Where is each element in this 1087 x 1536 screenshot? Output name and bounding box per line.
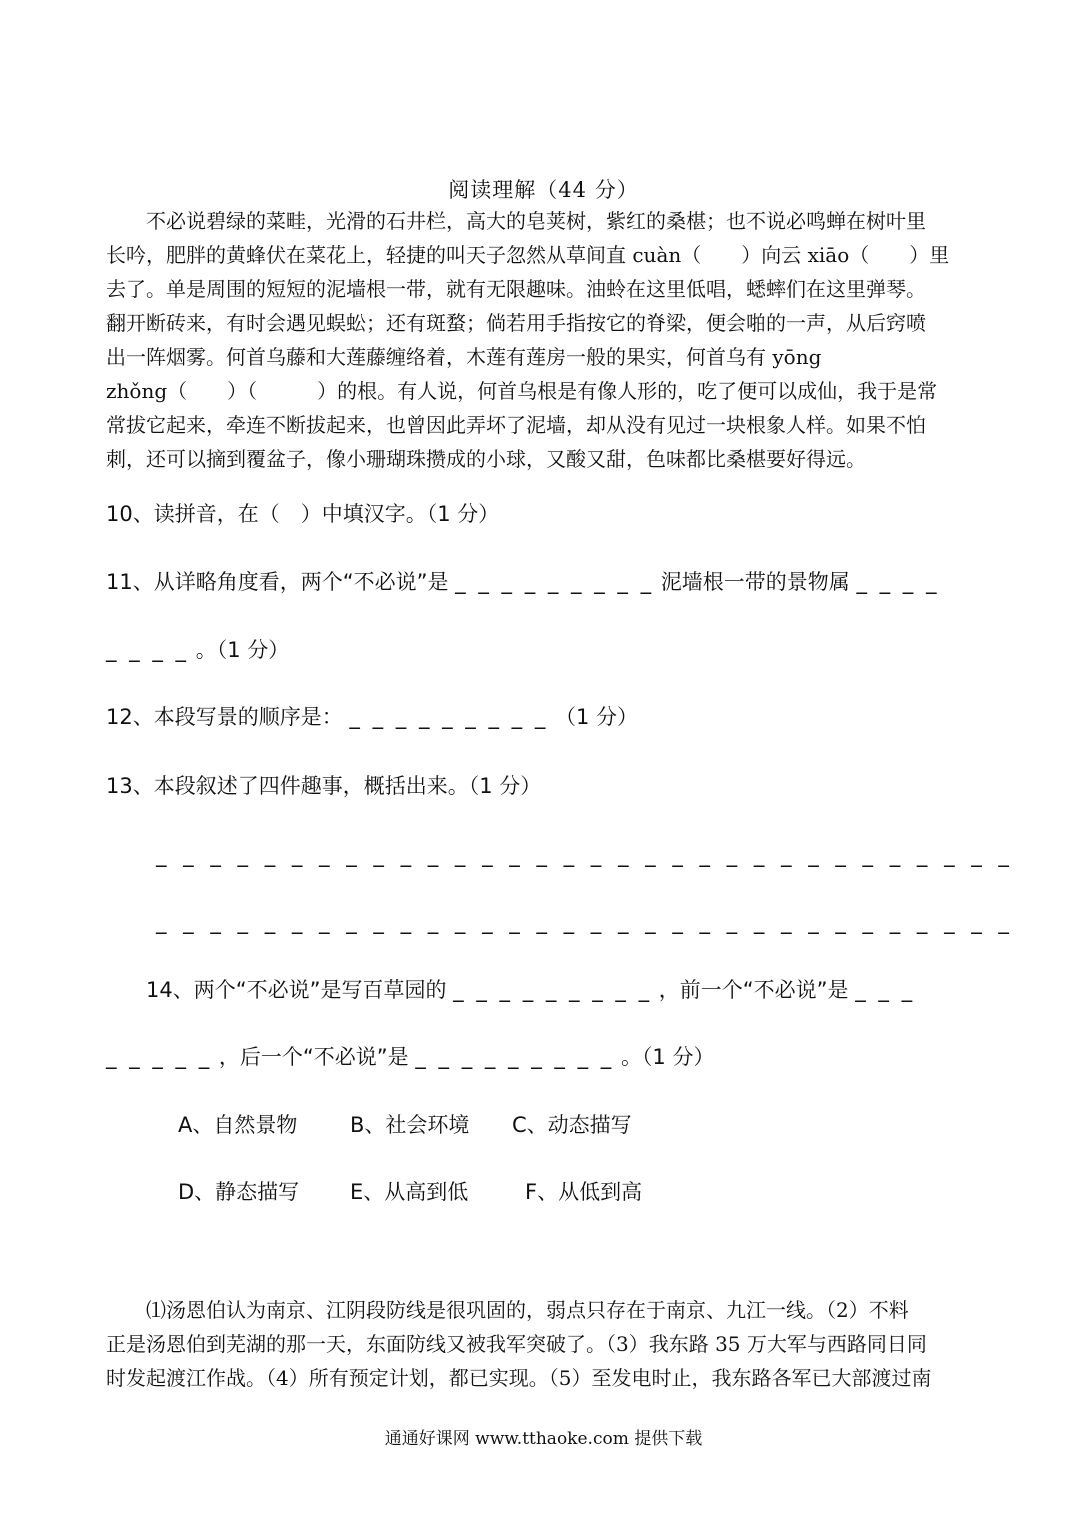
question-12: [106, 701, 638, 731]
option-d: D、静态描写: [178, 1180, 300, 1204]
question-10: 10、读拼音，在（ ）中填汉字。（1 分）: [106, 502, 500, 526]
question-11-text-2: 泥墙根一带的景物属: [660, 570, 850, 594]
question-11-line-2: [106, 634, 289, 664]
question-13: 13、本段叙述了四件趣事，概括出来。（1 分）: [106, 774, 542, 798]
answer-blank[interactable]: _ _ _ _ _ _ _ _ _: [415, 1045, 615, 1069]
answer-blank[interactable]: _ _ _: [855, 978, 916, 1002]
question-14-text: 14、两个“不必说”是写百草园的: [146, 978, 447, 1002]
passage-line: 时发起渡江作战。（4）所有预定计划，都已实现。（5）至发电时止，我东路各军已大部渡过南: [106, 1366, 932, 1390]
question-12-text: 12、本段写景的顺序是：: [106, 705, 343, 729]
passage-line: 不必说碧绿的菜畦，光滑的石井栏，高大的皂荚树，紫红的桑椹；也不说必鸣蝉在树叶里: [106, 209, 926, 233]
passage-line: 刺，还可以摘到覆盆子，像小珊瑚珠攒成的小球，又酸又甜，色味都比桑椹要好得远。: [106, 447, 866, 471]
passage-line: 翻开断砖来，有时会遇见蜈蚣；还有斑蝥；倘若用手指按它的脊梁，便会啪的一声，从后窍喷: [106, 311, 926, 335]
option-b: B、社会环境: [350, 1113, 470, 1137]
passage-line: 去了。单是周围的短短的泥墙根一带，就有无限趣味。油蛉在这里低唱，蟋蟀们在这里弹琴。: [106, 277, 926, 301]
score-label: 。（1 分）: [620, 1045, 715, 1069]
question-14-text-3: ，后一个“不必说”是: [218, 1045, 409, 1069]
question-14: [146, 974, 915, 1004]
option-f: F、从低到高: [525, 1180, 643, 1204]
passage-line: 长吟，肥胖的黄蜂伏在菜花上，轻捷的叫天子忽然从草间直 cuàn（ ）向云 xiāo（ ）里: [106, 243, 950, 267]
option-e: E、从高到低: [350, 1180, 469, 1204]
score-label: （1 分）: [555, 705, 639, 729]
question-14-text-2: ，前一个“不必说”是: [658, 978, 849, 1002]
option-a: A、自然景物: [178, 1113, 298, 1137]
passage-line: zhǒng（ ）（ ）的根。有人说，何首乌根是有像人形的，吃了便可以成仙，我于是常: [106, 379, 938, 403]
download-footer: 通通好课网 www.tthaoke.com 提供下载: [384, 1429, 703, 1449]
answer-blank[interactable]: _ _ _ _ _: [106, 1045, 213, 1069]
answer-line[interactable]: _ _ _ _ _ _ _ _ _ _ _ _ _ _ _ _ _ _ _ _ _ _ _ _ _ _ _ _ _ _ _ _: [156, 910, 1014, 934]
answer-blank[interactable]: _ _ _ _ _ _ _ _ _: [455, 570, 655, 594]
question-11-text: 11、从详略角度看，两个“不必说”是: [106, 570, 449, 594]
passage-line: 出一阵烟雾。何首乌藤和大莲藤缠络着，木莲有莲房一般的果实，何首乌有 yōng: [106, 345, 822, 369]
reading-passage-2: [106, 1293, 988, 1395]
score-label: 。（1 分）: [195, 638, 290, 662]
passage-line: 常拔它起来，牵连不断拔起来，也曾因此弄坏了泥墙，却从没有见过一块根象人样。如果不怕: [106, 413, 926, 437]
option-c: C、动态描写: [512, 1113, 632, 1137]
question-11: [106, 566, 939, 596]
reading-passage-1: [106, 204, 988, 476]
answer-blank[interactable]: _ _ _ _ _ _ _ _ _: [453, 978, 653, 1002]
answer-blank[interactable]: _ _ _ _: [856, 570, 940, 594]
answer-blank[interactable]: _ _ _ _: [106, 638, 190, 662]
section-title: 阅读理解（44 分）: [448, 178, 639, 202]
passage-line: 正是汤恩伯到芜湖的那一天，东面防线又被我军突破了。（3）我东路 35 万大军与西路同日同: [106, 1332, 927, 1356]
answer-line[interactable]: _ _ _ _ _ _ _ _ _ _ _ _ _ _ _ _ _ _ _ _ _ _ _ _ _ _ _ _ _ _ _ _: [156, 843, 1014, 867]
answer-blank[interactable]: _ _ _ _ _ _ _ _ _: [349, 705, 549, 729]
passage-line: ⑴汤恩伯认为南京、江阴段防线是很巩固的，弱点只存在于南京、九江一线。（2）不料: [106, 1298, 909, 1322]
question-14-line-2: [106, 1041, 714, 1071]
